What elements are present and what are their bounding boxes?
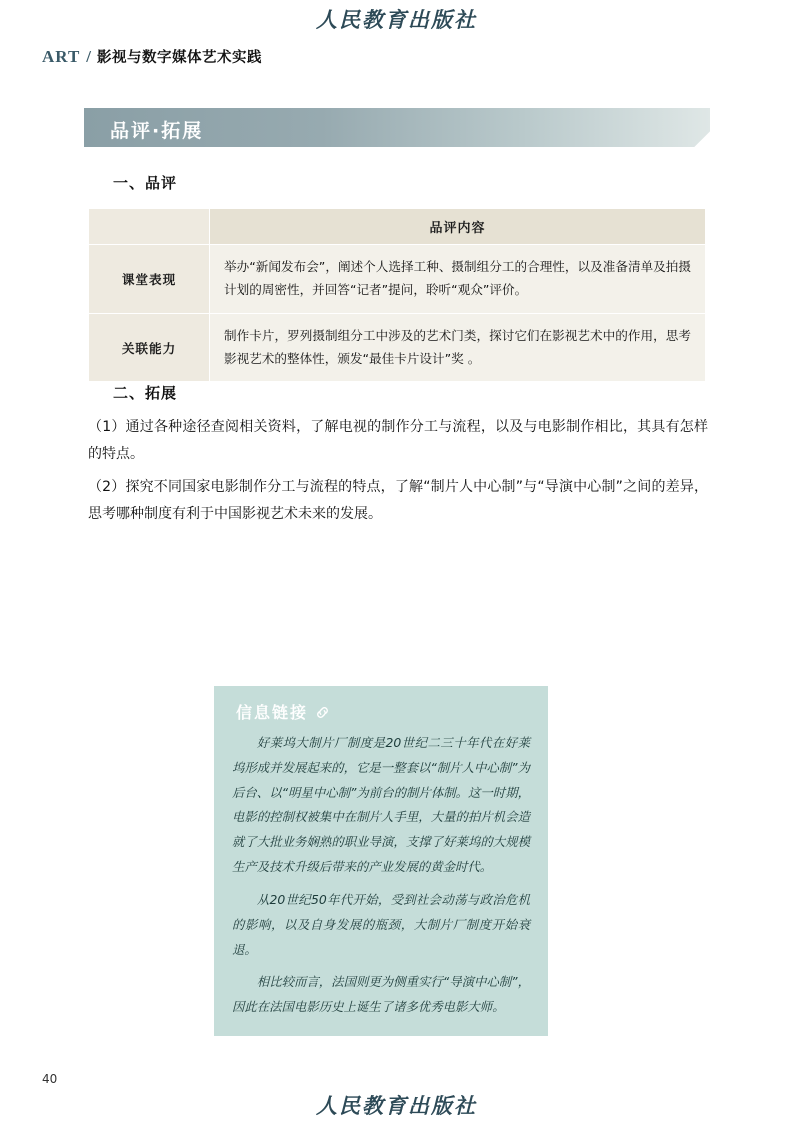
running-head-art-label: ART (42, 47, 81, 66)
publisher-mark-bottom: 人民教育出版社 (316, 1094, 477, 1118)
table-row-content: 制作卡片，罗列摄制组分工中涉及的艺术门类，探讨它们在影视艺术中的作用，思考影视艺术的整体性，颁发“最佳卡片设计”奖 。 (210, 313, 706, 382)
table-row (89, 313, 706, 382)
info-link-header (236, 700, 530, 723)
info-link-paragraph: 相比较而言，法国则更为侧重实行“导演中心制”，因此在法国电影历史上诞生了诸多优秀电影大师。 (232, 974, 530, 1015)
table-header-content: 品评内容 (210, 209, 706, 245)
table-header-blank (89, 209, 210, 245)
table-row-label: 关联能力 (89, 313, 210, 382)
table-row-content: 举办“新闻发布会”，阐述个人选择工种、摄制组分工的合理性，以及准备清单及拍摄计划的周密性，并回答“记者”提问，聆听“观众”评价。 (210, 245, 706, 314)
info-link-paragraph: 从20世纪50年代开始，受到社会动荡与政治危机的影响，以及自身发展的瓶颈，大制片厂制度开始衰退。 (232, 891, 530, 957)
table-header-row (89, 209, 706, 245)
heading-section-two: 二、拓展 (113, 384, 178, 402)
info-link-paragraph: 好莱坞大制片厂制度是20世纪二三十年代在好莱坞形成并发展起来的，它是一整套以“制片人中心制”为后台、以“明星中心制”为前台的制片体制。这一时期，电影的控制权被集中在制片人手里，大量的拍片机会造就了大批业务娴熟的职业导演，支撑了好莱坞的大规模生产及技术升级后带来的产业发展的黄金时代。 (232, 735, 530, 875)
section-banner-title: 品评·拓展 (110, 120, 204, 142)
running-head-subject: 影视与数字媒体艺术实践 (97, 50, 263, 66)
info-link-title: 信息链接 (236, 703, 309, 722)
page-number: 40 (42, 1072, 58, 1086)
extension-item-1: （1）通过各种途径查阅相关资料，了解电视的制作分工与流程，以及与电影制作相比，其具有怎样的特点。 (88, 419, 708, 463)
pingping-table (88, 208, 706, 382)
info-link-box (214, 686, 548, 1036)
extension-item-2: （2）探究不同国家电影制作分工与流程的特点，了解“制片人中心制”与“导演中心制”之间的差异，思考哪种制度有利于中国影视艺术未来的发展。 (88, 479, 708, 523)
link-icon (314, 704, 331, 721)
publisher-mark-top: 人民教育出版社 (316, 8, 477, 32)
section-banner (84, 108, 710, 147)
table-row-label: 课堂表现 (89, 245, 210, 314)
running-head-slash: / (86, 47, 92, 66)
heading-section-one: 一、品评 (113, 174, 178, 192)
table-row (89, 245, 706, 314)
running-head (42, 46, 262, 67)
